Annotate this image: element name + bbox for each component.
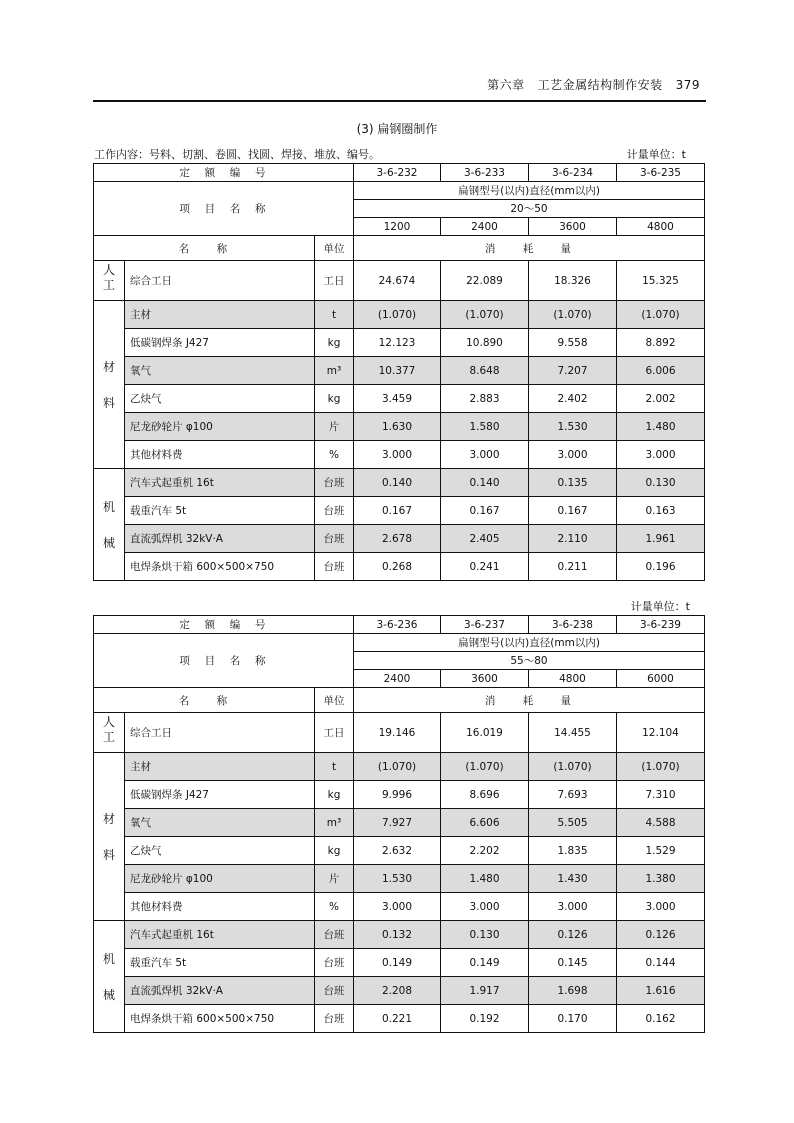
consumption-value: 9.558	[529, 329, 617, 357]
consumption-value: 2.405	[441, 525, 529, 553]
code-row	[94, 164, 705, 182]
consumption-value: 6.606	[441, 809, 529, 837]
resource-name: 尼龙砂轮片 φ100	[125, 865, 315, 893]
name-header-row	[94, 688, 705, 713]
consumption-value: 0.144	[617, 949, 705, 977]
consumption-value: 9.996	[354, 781, 441, 809]
consumption-value: (1.070)	[354, 753, 441, 781]
category-text: 机械	[102, 951, 115, 1002]
resource-row	[94, 865, 705, 893]
resource-name: 载重汽车 5t	[125, 497, 315, 525]
consumption-value: 1.835	[529, 837, 617, 865]
resource-row	[94, 357, 705, 385]
resource-unit: 工日	[315, 713, 354, 753]
header-text	[487, 76, 700, 93]
resource-name: 载重汽车 5t	[125, 949, 315, 977]
consumption-value: 2.208	[354, 977, 441, 1005]
page-header	[93, 74, 706, 100]
resource-unit: m³	[315, 357, 354, 385]
resource-unit: 台班	[315, 553, 354, 581]
resource-name: 汽车式起重机 16t	[125, 469, 315, 497]
quota-code: 3-6-236	[354, 616, 441, 634]
quota-code: 3-6-232	[354, 164, 441, 182]
consumption-value: 18.326	[529, 261, 617, 301]
category-text: 机械	[102, 499, 115, 550]
consumption-value: 1.961	[617, 525, 705, 553]
quota-code: 3-6-233	[441, 164, 529, 182]
consumption-value: 0.140	[354, 469, 441, 497]
header-rule	[93, 100, 706, 102]
consumption-value: 24.674	[354, 261, 441, 301]
consumption-value: (1.070)	[441, 301, 529, 329]
item-label: 项 目 名 称	[94, 634, 354, 688]
resource-name: 直流弧焊机 32kV·A	[125, 977, 315, 1005]
quota-code: 3-6-237	[441, 616, 529, 634]
diameter-value: 6000	[617, 670, 705, 688]
resource-name: 直流弧焊机 32kV·A	[125, 525, 315, 553]
consumption-value: 7.693	[529, 781, 617, 809]
work-content: 工作内容：号料、切割、卷圆、找圆、焊接、堆放、编号。	[94, 148, 380, 161]
consumption-value: 7.927	[354, 809, 441, 837]
spec-title: 扁钢型号(以内)直径(mm以内)	[354, 182, 705, 200]
quota-code: 3-6-234	[529, 164, 617, 182]
quota-table-1	[93, 163, 705, 581]
resource-row	[94, 413, 705, 441]
spec-title-row	[94, 182, 705, 200]
consumption-value: 4.588	[617, 809, 705, 837]
consumption-value: 7.207	[529, 357, 617, 385]
consumption-value: 8.696	[441, 781, 529, 809]
consumption-value: 0.163	[617, 497, 705, 525]
consumption-value: 1.480	[441, 865, 529, 893]
consumption-value: 3.000	[529, 441, 617, 469]
consumption-value: 3.000	[529, 893, 617, 921]
consumption-value: 3.000	[617, 893, 705, 921]
consumption-value: 19.146	[354, 713, 441, 753]
consumption-value: 2.202	[441, 837, 529, 865]
section-title: (3) 扁钢圈制作	[356, 122, 438, 136]
consumption-value: 0.170	[529, 1005, 617, 1033]
consumption-value: 2.402	[529, 385, 617, 413]
consumption-value: 1.616	[617, 977, 705, 1005]
consumption-value: 0.130	[441, 921, 529, 949]
consumption-value: 0.130	[617, 469, 705, 497]
spec-range: 55～80	[354, 652, 705, 670]
resource-name: 综合工日	[125, 261, 315, 301]
resource-unit: 台班	[315, 497, 354, 525]
resource-name: 乙炔气	[125, 837, 315, 865]
resource-row	[94, 385, 705, 413]
consumption-value: 2.678	[354, 525, 441, 553]
resource-row	[94, 753, 705, 781]
diameter-value: 3600	[441, 670, 529, 688]
consumption-value: 0.149	[441, 949, 529, 977]
resource-name: 低碳钢焊条 J427	[125, 329, 315, 357]
resource-row	[94, 837, 705, 865]
resource-row	[94, 893, 705, 921]
consumption-value: 2.632	[354, 837, 441, 865]
spec-range: 20～50	[354, 200, 705, 218]
consumption-value: 0.241	[441, 553, 529, 581]
consumption-value: 0.149	[354, 949, 441, 977]
consumption-value: 12.123	[354, 329, 441, 357]
resource-row	[94, 977, 705, 1005]
consumption-value: (1.070)	[441, 753, 529, 781]
consumption-value: 1.480	[617, 413, 705, 441]
consumption-value: 10.377	[354, 357, 441, 385]
consumption-value: 1.529	[617, 837, 705, 865]
consumption-value: 7.310	[617, 781, 705, 809]
resource-unit: %	[315, 441, 354, 469]
code-label: 定 额 编 号	[94, 616, 354, 634]
resource-name: 其他材料费	[125, 893, 315, 921]
consumption-value: 0.196	[617, 553, 705, 581]
resource-row	[94, 469, 705, 497]
consumption-value: 0.126	[617, 921, 705, 949]
consumption-value: 1.380	[617, 865, 705, 893]
spec-title-row	[94, 634, 705, 652]
category-label	[94, 261, 125, 301]
quota-code: 3-6-239	[617, 616, 705, 634]
consumption-value: 0.221	[354, 1005, 441, 1033]
resource-unit: 片	[315, 865, 354, 893]
consumption-value: 1.580	[441, 413, 529, 441]
chapter-label: 第六章	[487, 78, 525, 92]
resource-row	[94, 261, 705, 301]
resource-unit: 台班	[315, 469, 354, 497]
resource-unit: kg	[315, 781, 354, 809]
consumption-value: 0.167	[354, 497, 441, 525]
consumption-value: 2.883	[441, 385, 529, 413]
consumption-value: 0.211	[529, 553, 617, 581]
resource-name: 尼龙砂轮片 φ100	[125, 413, 315, 441]
resource-row	[94, 781, 705, 809]
consumption-value: 0.126	[529, 921, 617, 949]
name-header-row	[94, 236, 705, 261]
consumption-value: 2.110	[529, 525, 617, 553]
diameter-value: 4800	[529, 670, 617, 688]
resource-name: 低碳钢焊条 J427	[125, 781, 315, 809]
consumption-value: 3.000	[441, 893, 529, 921]
resource-unit: m³	[315, 809, 354, 837]
spec-title: 扁钢型号(以内)直径(mm以内)	[354, 634, 705, 652]
consumption-value: 1.530	[529, 413, 617, 441]
unit-note-1: 计量单位：t	[626, 148, 686, 161]
resource-row	[94, 497, 705, 525]
resource-name: 电焊条烘干箱 600×500×750	[125, 553, 315, 581]
consumption-value: 3.000	[354, 893, 441, 921]
category-text: 人工	[102, 715, 115, 744]
resource-name: 氧气	[125, 357, 315, 385]
consumption-value: 0.145	[529, 949, 617, 977]
consumption-value: 0.167	[529, 497, 617, 525]
consumption-label: 消 耗 量	[354, 688, 705, 713]
consumption-value: 3.000	[441, 441, 529, 469]
diameter-value: 3600	[529, 218, 617, 236]
resource-row	[94, 301, 705, 329]
consumption-value: 0.192	[441, 1005, 529, 1033]
diameter-value: 2400	[441, 218, 529, 236]
resource-unit: 工日	[315, 261, 354, 301]
consumption-value: 0.162	[617, 1005, 705, 1033]
consumption-value: 10.890	[441, 329, 529, 357]
consumption-value: 0.135	[529, 469, 617, 497]
resource-unit: %	[315, 893, 354, 921]
resource-name: 其他材料费	[125, 441, 315, 469]
consumption-value: 1.698	[529, 977, 617, 1005]
consumption-value: (1.070)	[617, 301, 705, 329]
consumption-value: 1.917	[441, 977, 529, 1005]
resource-name: 汽车式起重机 16t	[125, 921, 315, 949]
consumption-value: (1.070)	[617, 753, 705, 781]
consumption-label: 消 耗 量	[354, 236, 705, 261]
chapter-title: 工艺金属结构制作安装	[537, 78, 663, 92]
page-number: 379	[675, 78, 700, 92]
resource-name: 电焊条烘干箱 600×500×750	[125, 1005, 315, 1033]
resource-row	[94, 553, 705, 581]
unit-label: 单位	[315, 236, 354, 261]
category-label	[94, 921, 125, 1033]
category-text: 材料	[102, 359, 115, 410]
diameter-value: 4800	[617, 218, 705, 236]
consumption-value: 0.132	[354, 921, 441, 949]
consumption-value: 0.167	[441, 497, 529, 525]
consumption-value: 0.140	[441, 469, 529, 497]
consumption-value: (1.070)	[354, 301, 441, 329]
resource-row	[94, 809, 705, 837]
resource-name: 综合工日	[125, 713, 315, 753]
category-label	[94, 301, 125, 469]
resource-row	[94, 949, 705, 977]
consumption-value: 15.325	[617, 261, 705, 301]
consumption-value: 3.000	[617, 441, 705, 469]
resource-unit: 台班	[315, 525, 354, 553]
resource-unit: 片	[315, 413, 354, 441]
resource-row	[94, 329, 705, 357]
code-label: 定 额 编 号	[94, 164, 354, 182]
category-label	[94, 713, 125, 753]
resource-name: 主材	[125, 753, 315, 781]
resource-name: 主材	[125, 301, 315, 329]
resource-row	[94, 713, 705, 753]
resource-unit: t	[315, 301, 354, 329]
resource-row	[94, 1005, 705, 1033]
resource-name: 乙炔气	[125, 385, 315, 413]
consumption-value: 8.892	[617, 329, 705, 357]
item-label: 项 目 名 称	[94, 182, 354, 236]
diameter-value: 2400	[354, 670, 441, 688]
resource-row	[94, 921, 705, 949]
diameter-value: 1200	[354, 218, 441, 236]
consumption-value: (1.070)	[529, 753, 617, 781]
consumption-value: 22.089	[441, 261, 529, 301]
resource-name: 氧气	[125, 809, 315, 837]
category-text: 材料	[102, 811, 115, 862]
consumption-value: 16.019	[441, 713, 529, 753]
quota-code: 3-6-235	[617, 164, 705, 182]
consumption-value: 3.459	[354, 385, 441, 413]
resource-row	[94, 441, 705, 469]
consumption-value: 6.006	[617, 357, 705, 385]
code-row	[94, 616, 705, 634]
consumption-value: 12.104	[617, 713, 705, 753]
unit-label: 单位	[315, 688, 354, 713]
resource-unit: 台班	[315, 921, 354, 949]
consumption-value: 2.002	[617, 385, 705, 413]
resource-unit: kg	[315, 385, 354, 413]
unit-note-2: 计量单位：t	[630, 600, 690, 613]
consumption-value: 5.505	[529, 809, 617, 837]
category-label	[94, 753, 125, 921]
resource-row	[94, 525, 705, 553]
consumption-value: 1.430	[529, 865, 617, 893]
resource-unit: kg	[315, 329, 354, 357]
resource-unit: 台班	[315, 949, 354, 977]
name-label: 名 称	[94, 688, 315, 713]
resource-unit: kg	[315, 837, 354, 865]
category-label	[94, 469, 125, 581]
consumption-value: 8.648	[441, 357, 529, 385]
consumption-value: 1.630	[354, 413, 441, 441]
consumption-value: 14.455	[529, 713, 617, 753]
consumption-value: 3.000	[354, 441, 441, 469]
quota-table-2	[93, 615, 705, 1033]
quota-code: 3-6-238	[529, 616, 617, 634]
consumption-value: (1.070)	[529, 301, 617, 329]
consumption-value: 1.530	[354, 865, 441, 893]
category-text: 人工	[102, 263, 115, 292]
resource-unit: t	[315, 753, 354, 781]
consumption-value: 0.268	[354, 553, 441, 581]
name-label: 名 称	[94, 236, 315, 261]
resource-unit: 台班	[315, 1005, 354, 1033]
resource-unit: 台班	[315, 977, 354, 1005]
